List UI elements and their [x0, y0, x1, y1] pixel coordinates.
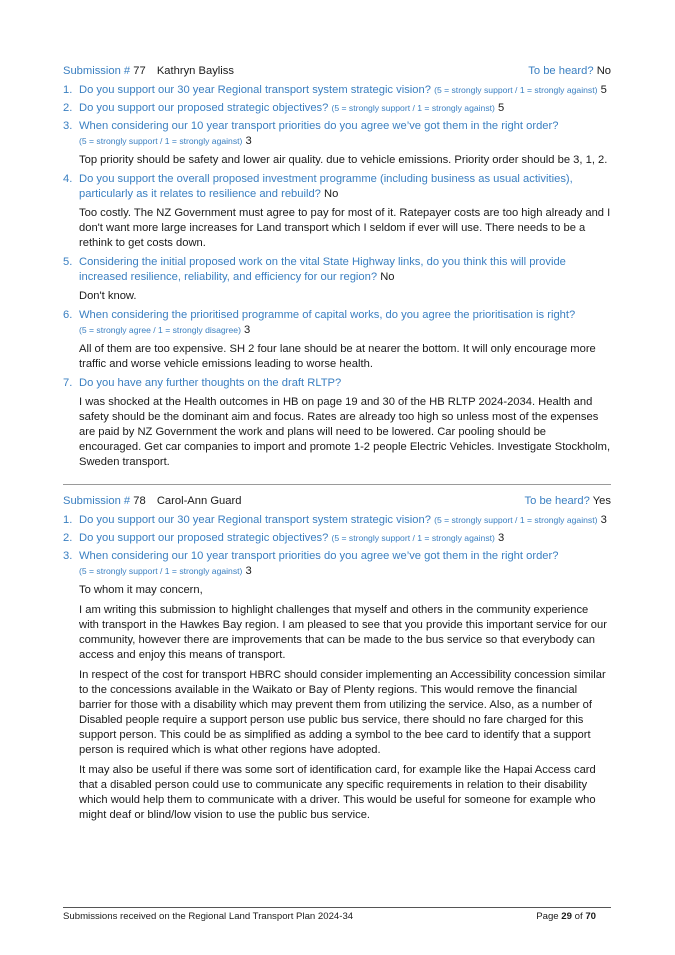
question-list	[63, 513, 611, 823]
rating-scale: (5 = strongly support / 1 = strongly against)	[434, 515, 598, 525]
rating-value: 3	[245, 565, 252, 577]
question-item	[63, 83, 611, 98]
to-be-heard-value: No	[596, 65, 611, 77]
answer-text	[79, 153, 611, 168]
page-indicator	[536, 911, 596, 922]
submission-header	[63, 494, 611, 510]
question-text: Considering the initial proposed work on the vital State Highway links, do you think this will provide increased resilience, reliability, and efficiency for our region?	[79, 256, 566, 283]
page-total: 70	[585, 911, 596, 922]
rating-scale: (5 = strongly agree / 1 = strongly disagree)	[79, 325, 241, 335]
question-item	[63, 513, 611, 528]
answer-text	[79, 206, 611, 251]
rating-value: No	[324, 188, 339, 200]
rating-scale: (5 = strongly support / 1 = strongly against)	[79, 566, 243, 576]
question-item	[63, 172, 611, 251]
question-text: When considering the prioritised programme of capital works, do you agree the prioritisation is right?	[79, 309, 576, 321]
question-text: Do you support our 30 year Regional transport system strategic vision?	[79, 514, 431, 526]
answer-paragraph: All of them are too expensive. SH 2 four lane should be at nearer the bottom. It will only encourage more traffic and worse vehicle emissions leading to worse health.	[79, 343, 596, 370]
question-number: 3.	[63, 550, 73, 562]
to-be-heard-label: To be heard?	[528, 65, 594, 77]
question-item	[63, 255, 611, 304]
to-be-heard-value: Yes	[592, 495, 611, 507]
question-number: 7.	[63, 377, 73, 389]
page-of-label: of	[574, 911, 583, 922]
submission-78	[63, 494, 611, 823]
question-list	[63, 83, 611, 470]
question-item	[63, 376, 611, 470]
answer-text	[79, 583, 611, 823]
question-number: 3.	[63, 120, 73, 132]
rating-value: 5	[497, 102, 505, 114]
submitter-name: Carol-Ann Guard	[156, 495, 242, 507]
submitter-name: Kathryn Bayliss	[156, 65, 234, 77]
rating-value: 3	[600, 514, 607, 526]
question-number: 1.	[63, 514, 73, 526]
rating-value: 5	[600, 84, 607, 96]
question-text: Do you support the overall proposed investment programme (including business as usual activities), particularly as it relates to resilience and rebuild?	[79, 173, 573, 200]
question-item	[63, 119, 611, 168]
rating-value: 3	[245, 135, 252, 147]
question-text: When considering our 10 year transport priorities do you agree we’ve got them in the right order?	[79, 550, 559, 562]
answer-text	[79, 342, 611, 372]
rating-scale: (5 = strongly support / 1 = strongly against)	[79, 136, 243, 146]
question-number: 6.	[63, 309, 73, 321]
submission-77	[63, 64, 611, 470]
submission-header	[63, 64, 611, 80]
rating-scale: (5 = strongly support / 1 = strongly against)	[434, 85, 598, 95]
question-number: 2.	[63, 532, 73, 544]
answer-paragraph: I am writing this submission to highlight challenges that myself and others in the community experience with transport in the Hawkes Bay region. I am pleased to see that you provide this important service for our community, however there are improvements that can be made to the bus service so that everybody can access and enjoy this means of transport.	[79, 604, 607, 661]
rating-scale: (5 = strongly support / 1 = strongly against)	[331, 533, 495, 543]
rating-value: No	[380, 271, 395, 283]
answer-paragraph: To whom it may concern,	[79, 584, 203, 596]
footer-divider	[63, 907, 611, 908]
question-text: Do you have any further thoughts on the draft RLTP?	[79, 377, 342, 389]
question-text: Do you support our 30 year Regional transport system strategic vision?	[79, 84, 431, 96]
answer-paragraph: Don't know.	[79, 290, 137, 302]
answer-text	[79, 289, 611, 304]
answer-text	[79, 395, 611, 470]
question-text: Do you support our proposed strategic objectives?	[79, 532, 329, 544]
page-label: Page	[536, 911, 559, 922]
question-number: 1.	[63, 84, 73, 96]
page-footer	[63, 911, 596, 922]
question-item	[63, 549, 611, 823]
question-text: When considering our 10 year transport priorities do you agree we’ve got them in the right order?	[79, 120, 559, 132]
submission-number: 78	[133, 495, 146, 507]
question-number: 4.	[63, 173, 73, 185]
submission-number: 77	[133, 65, 146, 77]
submission-label: Submission #	[63, 65, 131, 77]
answer-paragraph: I was shocked at the Health outcomes in HB on page 19 and 30 of the HB RLTP 2024-2034. Health and safety should be the dominant aim and focus. Rates are already too high so unless most of the expenses are paid by NZ Government the work and plans will need to be lowered. Car pooling should be encouraged. Get car companies to import and promote 1-2 people Electric Vehicles. Investigate Stockholm, Sweden transport.	[79, 396, 611, 468]
footer-title: Submissions received on the Regional Land Transport Plan 2024-34	[63, 911, 354, 922]
submission-divider	[63, 484, 611, 485]
page-content	[63, 64, 611, 827]
rating-scale: (5 = strongly support / 1 = strongly against)	[331, 103, 495, 113]
answer-paragraph: It may also be useful if there was some sort of identification card, for example like the Hapai Access card that a disabled person could use to communicate any specific requirements in relation to their disability which would help them to communicate with a driver. This would be useful for someone for example who might deaf or blind/low vision to use the public bus service.	[79, 764, 596, 821]
question-number: 5.	[63, 256, 73, 268]
question-text: Do you support our proposed strategic objectives?	[79, 102, 329, 114]
answer-paragraph: Too costly. The NZ Government must agree to pay for most of it. Ratepayer costs are too high already and I don't want more large increases for Land transport which I seldom if ever will use. There needs to be a rethink to get costs down.	[79, 207, 611, 249]
answer-paragraph: Top priority should be safety and lower air quality. due to vehicle emissions. Priority order should be 3, 1, 2.	[79, 154, 608, 166]
question-item	[63, 101, 611, 116]
submission-label: Submission #	[63, 495, 131, 507]
question-item	[63, 308, 611, 372]
question-item	[63, 531, 611, 546]
to-be-heard-label: To be heard?	[524, 495, 590, 507]
page-number: 29	[561, 911, 572, 922]
question-number: 2.	[63, 102, 73, 114]
rating-value: 3	[244, 324, 251, 336]
rating-value: 3	[497, 532, 505, 544]
answer-paragraph: In respect of the cost for transport HBRC should consider implementing an Accessibility concession similar to the concessions available in the Waikato or Bay of Plenty regions. This would remove the financial barrier for those with a disability which may prevent them from utilizing the service. Also, as a number of Disabled people require a support person use public bus service, there should no fare charged for this support person. This could be as simplified as adding a symbol to the bee card to identify that a support person is required which is what other regions have adopted.	[79, 669, 606, 756]
